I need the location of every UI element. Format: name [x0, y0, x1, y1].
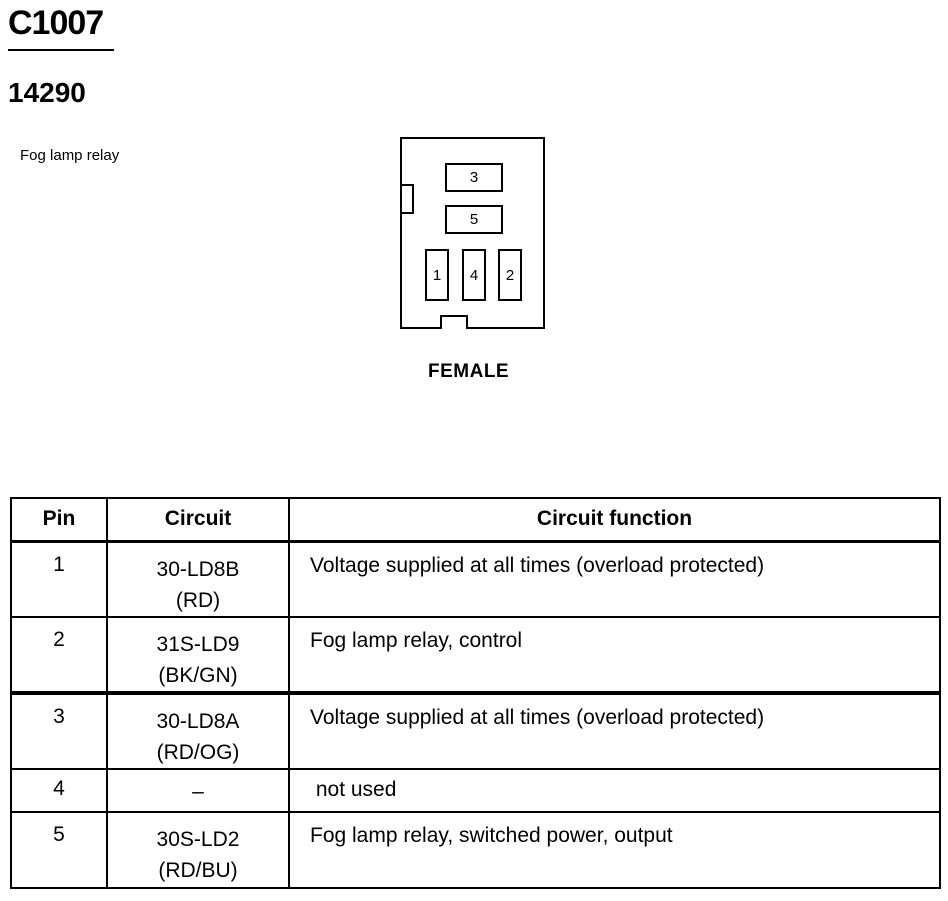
circuit-cell — [107, 769, 289, 812]
function-cell: not used — [289, 769, 940, 812]
circuit-cell — [107, 693, 289, 769]
wire-color: (RD) — [175, 588, 221, 612]
circuit-code: 31S-LD9 — [156, 633, 240, 656]
header-circuit: Circuit — [107, 498, 289, 541]
pin-table — [10, 497, 941, 889]
circuit-cell — [107, 617, 289, 693]
cavity-4 — [462, 249, 486, 301]
connector-latch — [400, 184, 414, 214]
circuit-cell — [107, 541, 289, 617]
cavity-2 — [498, 249, 522, 301]
wire-color: (RD/BU) — [158, 859, 238, 882]
connector-face-diagram — [400, 137, 545, 329]
cavity-number: 4 — [469, 266, 479, 284]
cavity-5 — [445, 205, 503, 234]
cavity-number: 1 — [432, 266, 442, 284]
cavity-number: 3 — [469, 169, 479, 186]
circuit-code: 30-LD8B — [156, 557, 240, 581]
function-cell: Fog lamp relay, switched power, output — [289, 812, 940, 888]
circuit-code: 30S-LD2 — [156, 828, 240, 851]
table-row — [11, 693, 940, 769]
connector-key — [440, 315, 468, 329]
function-cell: Voltage supplied at all times (overload protected) — [289, 693, 940, 769]
circuit-code: 30-LD8A — [156, 710, 240, 733]
cavity-1 — [425, 249, 449, 301]
pin-cell: 4 — [11, 769, 107, 812]
wire-color: (RD/OG) — [156, 741, 240, 764]
wire-color: (BK/GN) — [158, 664, 238, 687]
table-row — [11, 617, 940, 693]
connector-gender-label: FEMALE — [428, 361, 510, 382]
header-pin: Pin — [11, 498, 107, 541]
pin-cell: 5 — [11, 812, 107, 888]
table-row — [11, 541, 940, 617]
cavity-3 — [445, 163, 503, 192]
pin-cell: 2 — [11, 617, 107, 693]
table-row — [11, 769, 940, 812]
title-underline — [8, 49, 114, 51]
circuit-code: – — [192, 780, 204, 803]
pin-cell: 3 — [11, 693, 107, 769]
circuit-cell — [107, 812, 289, 888]
cavity-number: 2 — [505, 266, 515, 284]
function-cell: Voltage supplied at all times (overload protected) — [289, 541, 940, 617]
table-row — [11, 812, 940, 888]
connector-id: C1007 — [8, 4, 104, 42]
function-cell: Fog lamp relay, control — [289, 617, 940, 693]
pin-cell: 1 — [11, 541, 107, 617]
header-circuit-function: Circuit function — [289, 498, 940, 541]
cavity-number: 5 — [469, 211, 479, 228]
table-header-row — [11, 498, 940, 541]
component-name: Fog lamp relay — [20, 147, 120, 164]
part-number: 14290 — [8, 77, 86, 108]
